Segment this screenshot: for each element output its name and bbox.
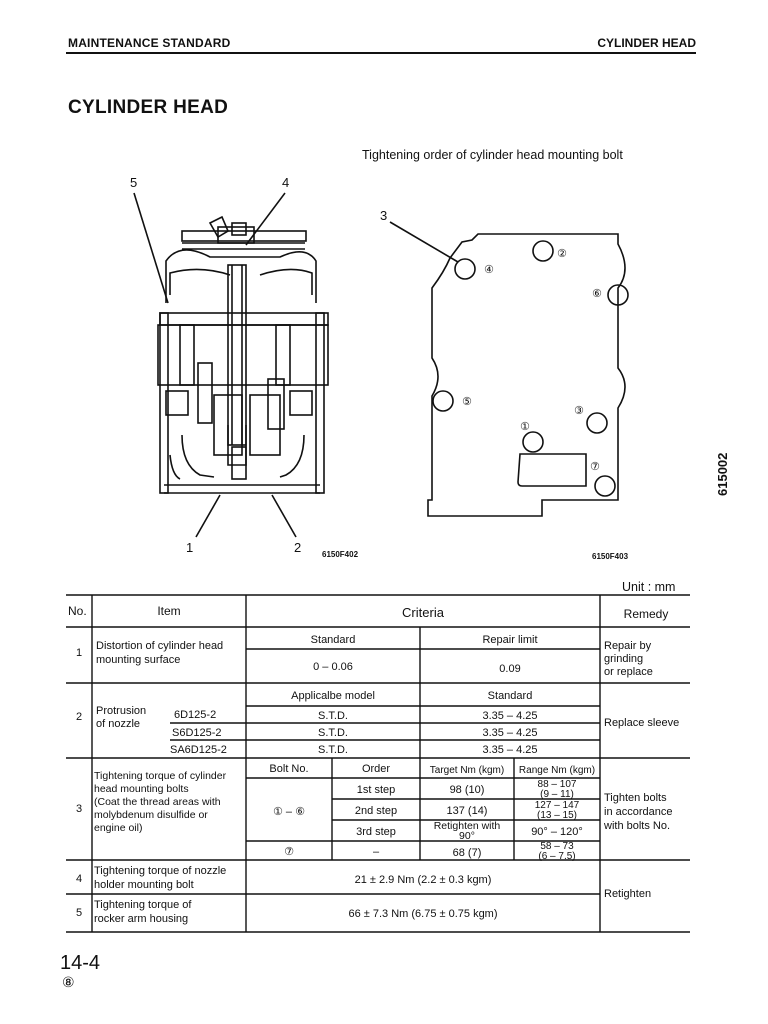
row1-limit-header: Repair limit	[482, 634, 538, 646]
callout-1: 1	[186, 540, 194, 555]
row3-item-line5: engine oil)	[94, 822, 143, 834]
callout-2: 2	[294, 540, 302, 555]
row2-remedy: Replace sleeve	[604, 717, 680, 729]
maintenance-standard-table	[66, 594, 692, 934]
step1-range-line2: (9 – 11)	[540, 789, 574, 800]
row2-applicable-2: S.T.D.	[318, 727, 348, 739]
row1-item-line2: mounting surface	[96, 654, 181, 666]
row1-remedy-line3: or replace	[604, 666, 653, 678]
row3-no: 3	[75, 803, 83, 815]
step2-target: 137 (14)	[446, 805, 488, 817]
row5-item-line2: rocker arm housing	[94, 913, 189, 925]
row1-item-line1: Distortion of cylinder head	[96, 640, 224, 652]
unit-label: Unit : mm	[622, 580, 676, 594]
bolt-label-4: ④	[484, 264, 494, 276]
row2-standard-header: Standard	[487, 690, 533, 702]
step4-range-line1: 58 – 73	[540, 841, 574, 852]
header-no: No.	[68, 604, 87, 618]
step1-order: 1st step	[356, 784, 396, 796]
callout-4: 4	[282, 175, 290, 190]
bolt-label-1: ①	[520, 421, 530, 433]
row5-no: 5	[75, 907, 83, 919]
step1-range-line1: 88 – 107	[537, 779, 577, 790]
side-document-code: 615002	[715, 452, 730, 496]
bolt-label-5: ⑤	[462, 396, 472, 408]
step2-range-line2: (13 – 15)	[536, 810, 578, 821]
row2-model-1: 6D125-2	[174, 709, 217, 721]
row3-item-line2: head mounting bolts	[94, 783, 189, 795]
row1-remedy-line2: grinding	[604, 653, 644, 665]
header-topic: CYLINDER HEAD	[597, 36, 696, 50]
step3-order: 3rd step	[356, 826, 396, 838]
step4-target: 68 (7)	[452, 847, 482, 859]
header-rule	[66, 52, 696, 54]
row1-standard-value: 0 – 0.06	[313, 661, 353, 673]
callout-3: 3	[380, 208, 388, 223]
row1-remedy-line1: Repair by	[604, 640, 652, 652]
step3-range: 90° – 120°	[531, 826, 583, 838]
header-section: MAINTENANCE STANDARD	[68, 36, 231, 50]
row2-no: 2	[75, 711, 83, 723]
header-remedy: Remedy	[623, 607, 669, 621]
figure-left-code: 6150F402	[322, 550, 359, 559]
step1-target: 98 (10)	[449, 784, 485, 796]
row4-item-line1: Tightening torque of nozzle	[94, 865, 227, 877]
figure-caption: Tightening order of cylinder head mounting bolt	[362, 148, 623, 162]
row2-applicable-3: S.T.D.	[318, 744, 348, 756]
row2-applicable-1: S.T.D.	[318, 710, 348, 722]
step4-range-line2: (6 – 7.5)	[538, 851, 576, 862]
row3-item-line1: Tightening torque of cylinder	[94, 770, 227, 782]
row2-model-3: SA6D125-2	[170, 744, 227, 756]
row2-item-line1: Protrusion	[96, 705, 147, 717]
page-title: CYLINDER HEAD	[68, 97, 229, 118]
row3-range-header: Range Nm (kgm)	[518, 765, 596, 776]
bolt-label-3: ③	[574, 405, 584, 417]
row2-standard-1: 3.35 – 4.25	[482, 710, 538, 722]
step3-target-line2: 90°	[459, 830, 475, 842]
row3-item-line3: (Coat the thread areas with	[94, 796, 221, 808]
row3-bolt-group-b: ⑦	[284, 846, 294, 858]
bolt-label-6: ⑥	[592, 288, 602, 300]
row4-item-line2: holder mounting bolt	[94, 879, 194, 891]
figure-right-code: 6150F403	[592, 552, 629, 561]
row3-bolt-header: Bolt No.	[269, 763, 309, 775]
row3-target-header: Target Nm (kgm)	[429, 765, 505, 776]
header-criteria: Criteria	[402, 605, 444, 620]
row2-item-line2: of nozzle	[96, 718, 141, 730]
step2-range-line1: 127 – 147	[534, 800, 580, 811]
row2-standard-3: 3.35 – 4.25	[482, 744, 538, 756]
row3-order-header: Order	[361, 763, 391, 775]
row3-bolt-group-a: ① – ⑥	[273, 806, 305, 818]
callout-5: 5	[130, 175, 138, 190]
row1-standard-header: Standard	[310, 634, 356, 646]
row4-no: 4	[75, 873, 83, 885]
row45-remedy: Retighten	[604, 888, 652, 900]
row3-remedy-line2: in accordance	[604, 806, 673, 818]
row2-standard-2: 3.35 – 4.25	[482, 727, 538, 739]
row5-item-line1: Tightening torque of	[94, 899, 192, 911]
row5-value: 66 ± 7.3 Nm (6.75 ± 0.75 kgm)	[348, 908, 498, 920]
step4-order: –	[372, 846, 380, 858]
bolt-tightening-order-figure	[372, 200, 672, 565]
row1-limit-value: 0.09	[499, 663, 521, 675]
bolt-label-2: ②	[557, 248, 567, 260]
page-revision: ⑧	[62, 974, 75, 990]
row2-model-header: Applicalbe model	[291, 690, 375, 702]
row2-model-2: S6D125-2	[172, 727, 222, 739]
step3-target-line1: Retighten with	[433, 820, 501, 832]
header-item: Item	[157, 604, 181, 618]
bolt-label-7: ⑦	[590, 461, 600, 473]
page-number: 14-4	[60, 952, 101, 974]
row3-remedy-line3: with bolts No.	[604, 820, 671, 832]
row3-remedy-line1: Tighten bolts	[604, 792, 667, 804]
row1-no: 1	[75, 647, 83, 659]
cylinder-head-section-figure	[120, 165, 360, 565]
row3-item-line4: molybdenum disulfide or	[94, 809, 208, 821]
step2-order: 2nd step	[354, 805, 398, 817]
row4-value: 21 ± 2.9 Nm (2.2 ± 0.3 kgm)	[354, 874, 492, 886]
